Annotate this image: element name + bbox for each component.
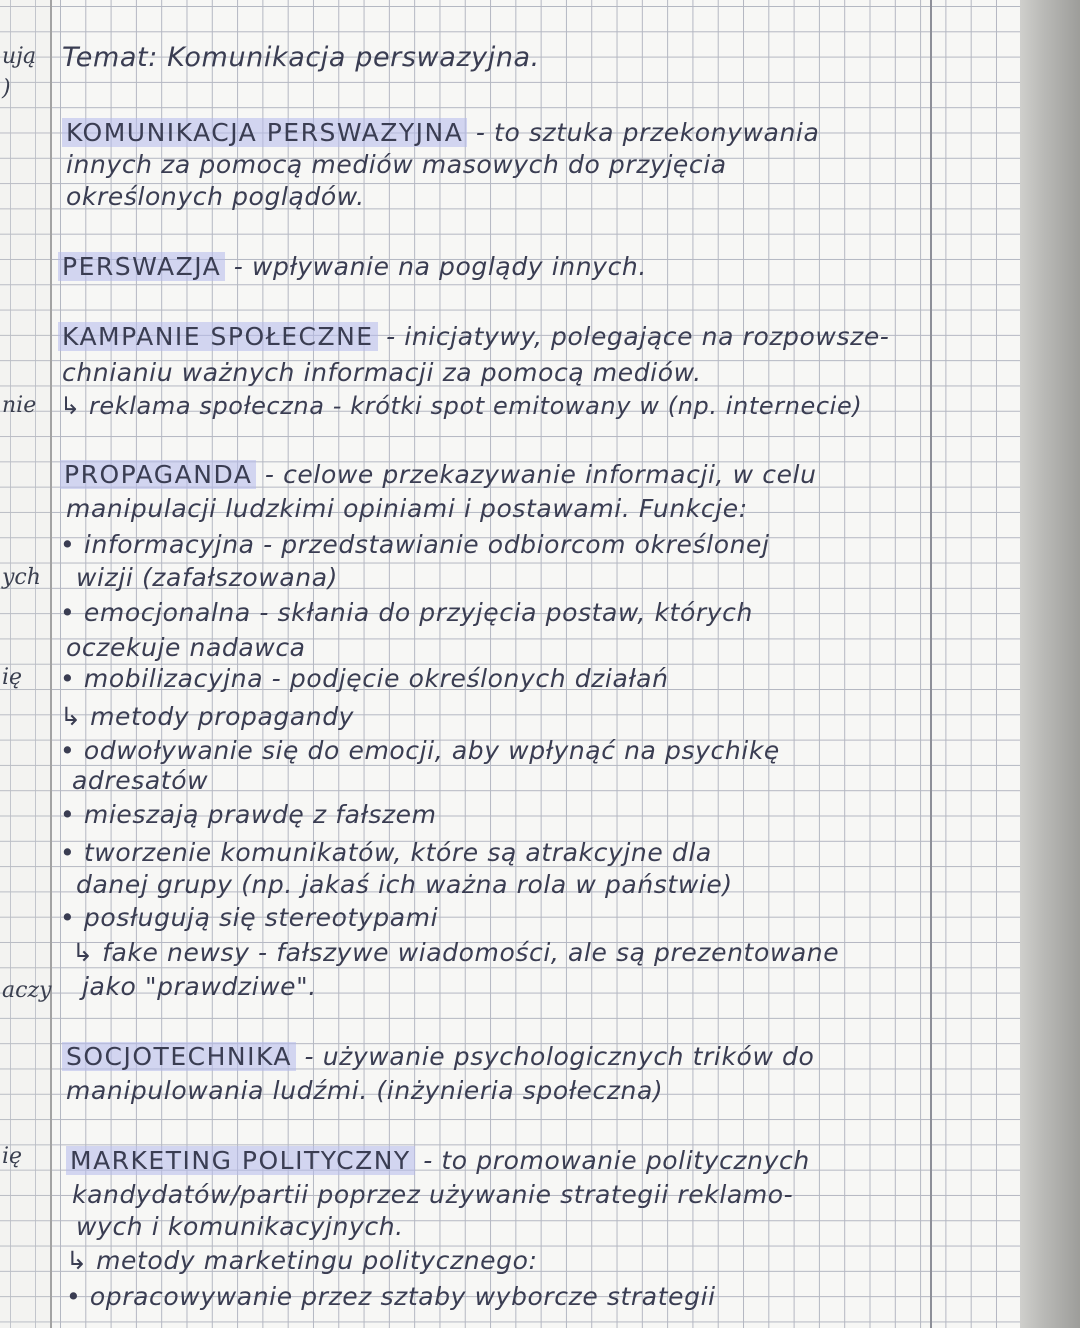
text-line: adresatów [72,766,209,795]
term-highlight: PROPAGANDA [60,460,256,489]
text-line: wizji (zafałszowana) [76,563,338,592]
term-highlight: SOCJOTECHNIKA [62,1042,296,1071]
text-line: • posługują się stereotypami [60,903,439,932]
prev-page-fragment: nie [2,393,37,418]
section-kampanie-line: KAMPANIE SPOŁECZNE - inicjatywy, polegające na rozpowsze- [58,322,889,351]
text-line: chnianiu ważnych informacji za pomocą mediów. [62,358,702,387]
page-margin-line [930,0,932,1328]
section-komunikacja-line: KOMUNIKACJA PERSWAZYJNA - to sztuka przekonywania [62,118,819,147]
section-marketing-line: MARKETING POLITYCZNY - to promowanie politycznych [66,1146,810,1175]
text-line: • odwoływanie się do emocji, aby wpłynąć na psychikę [60,736,780,765]
text-line: manipulacji ludzkimi opiniami i postawami. Funkcje: [66,494,748,523]
term-highlight: KOMUNIKACJA PERSWAZYJNA [62,118,467,147]
text-line: • mobilizacyjna - podjęcie określonych działań [60,664,669,693]
text-line: • opracowywanie przez sztaby wyborcze strategii [66,1282,716,1311]
text-line: • tworzenie komunikatów, które są atrakcyjne dla [60,838,712,867]
term-highlight: MARKETING POLITYCZNY [66,1146,415,1175]
term-highlight: KAMPANIE SPOŁECZNE [58,322,378,351]
text-line: jako "prawdziwe". [82,972,317,1001]
main-page [52,0,1020,1328]
section-perswazja-line: PERSWAZJA - wpływanie na poglądy innych. [58,252,647,281]
text-line: ↳ reklama społeczna - krótki spot emitowany w (np. internecie) [60,392,863,420]
text-line: kandydatów/partii poprzez używanie strategii reklamo- [72,1180,794,1209]
section-socjotechnika-line: SOCJOTECHNIKA - używanie psychologicznych trików do [62,1042,814,1071]
prev-page-fragment: aczy [2,978,52,1003]
prev-page-fragment: ych [2,565,41,590]
prev-page-fragment: ) [2,76,11,101]
text-line: manipulowania ludźmi. (inżynieria społeczna) [66,1076,664,1105]
text-line: oczekuje nadawca [66,633,306,662]
prev-page-fragment: ują [2,44,37,69]
text-line: danej grupy (np. jakaś ich ważna rola w państwie) [76,870,733,899]
text-line: określonych poglądów. [66,182,365,211]
section-propaganda-line: PROPAGANDA - celowe przekazywanie informacji, w celu [60,460,817,489]
text-line: • emocjonalna - skłania do przyjęcia postaw, których [60,598,753,627]
text-line: ↳ metody propagandy [60,702,355,731]
text-line: • informacyjna - przedstawianie odbiorcom określonej [60,530,770,559]
prev-page-fragment: ię [2,665,23,690]
page-title: Temat: Komunikacja perswazyjna. [62,42,540,73]
text-line: wych i komunikacyjnych. [76,1212,404,1241]
text-line: ↳ metody marketingu politycznego: [66,1246,538,1275]
previous-page-edge [0,0,52,1328]
term-highlight: PERSWAZJA [58,252,225,281]
prev-page-fragment: ię [2,1144,23,1169]
notebook-spine-edge [1020,0,1080,1328]
text-line: ↳ fake newsy - fałszywe wiadomości, ale są prezentowane [72,938,840,967]
text-line: • mieszają prawdę z fałszem [60,800,437,829]
text-line: innych za pomocą mediów masowych do przyjęcia [66,150,727,179]
